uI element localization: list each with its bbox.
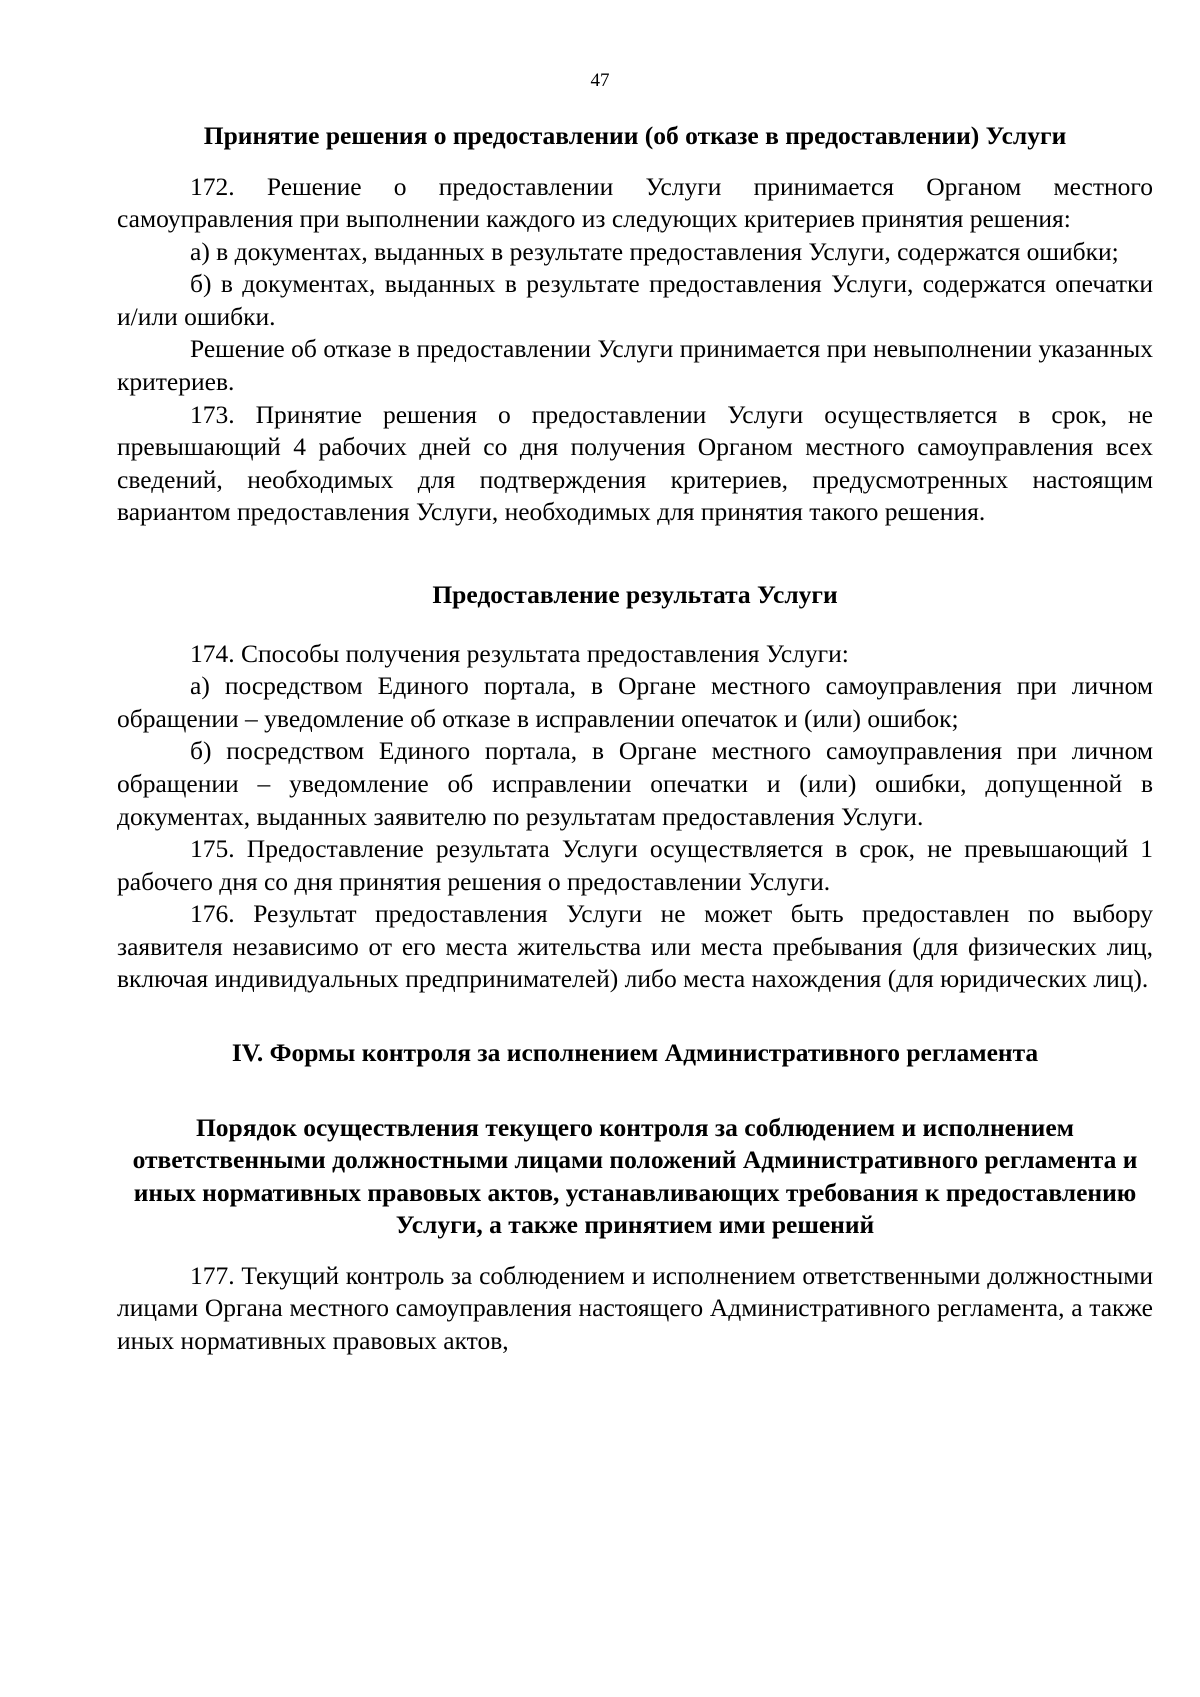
paragraph-176: 176. Результат предоставления Услуги не может быть предоставлен по выбору заявителя независимо от его места жительства или места пребывания (для физических лиц, включая индивидуальных предпринимателей) либо места нахождения (для юридических лиц).	[117, 899, 1153, 994]
paragraph-172-a: а) в документах, выданных в результате предоставления Услуги, содержатся ошибки;	[190, 236, 1119, 266]
paragraph-173: 173. Принятие решения о предоставлении Услуги осуществляется в срок, не превышающий 4 рабочих дней со дня получения Органом местного самоуправления всех сведений, необходимых для подтверждения критериев, предусмотренных настоящим вариантом предоставления Услуги, необходимых для принятия такого решения.	[117, 399, 1153, 527]
paragraph-refusal-decision: Решение об отказе в предоставлении Услуги принимается при невыполнении указанных критериев.	[117, 334, 1153, 397]
section-heading-decision: Принятие решения о предоставлении (об отказе в предоставлении) Услуги	[203, 121, 1067, 150]
paragraph-175: 175. Предоставление результата Услуги осуществляется в срок, не превышающий 1 рабочего дня со дня принятия решения о предоставлении Услуги.	[117, 834, 1153, 896]
section-heading-result: Предоставление результата Услуги	[432, 580, 838, 610]
paragraph-174: 174. Способы получения результата предоставления Услуги:	[190, 638, 849, 668]
paragraph-174-a: а) посредством Единого портала, в Органе местного самоуправления при личном обращении – уведомление об отказе в исправлении опечаток и (или) ошибок;	[117, 671, 1153, 733]
paragraph-172-b: б) в документах, выданных в результате предоставления Услуги, содержатся опечатки и/или ошибки.	[117, 269, 1153, 331]
paragraph-174-b: б) посредством Единого портала, в Органе местного самоуправления при личном обращении – уведомление об исправлении опечатки и (или) ошибки, допущенной в документах, выданных заявителю по результатам предоставления Услуги.	[117, 736, 1153, 831]
paragraph-177: 177. Текущий контроль за соблюдением и исполнением ответственными должностными лицами Органа местного самоуправления настоящего Административного регламента, а также иных нормативных правовых актов,	[117, 1260, 1153, 1355]
paragraph-172: 172. Решение о предоставлении Услуги принимается Органом местного самоуправления при выполнении каждого из следующих критериев принятия решения:	[117, 171, 1153, 234]
section-heading-current-control: Порядок осуществления текущего контроля за соблюдением и исполнением ответственными должностными лицами положений Административного регламента и иных нормативных правовых актов, устанавливающих требования к предоставлению Услуги, а также принятием ими решений	[132, 1112, 1138, 1240]
document-body	[117, 118, 1153, 1357]
chapter-heading-control-forms: IV. Формы контроля за исполнением Административного регламента	[231, 1038, 1039, 1068]
page-number: 47	[590, 70, 610, 91]
